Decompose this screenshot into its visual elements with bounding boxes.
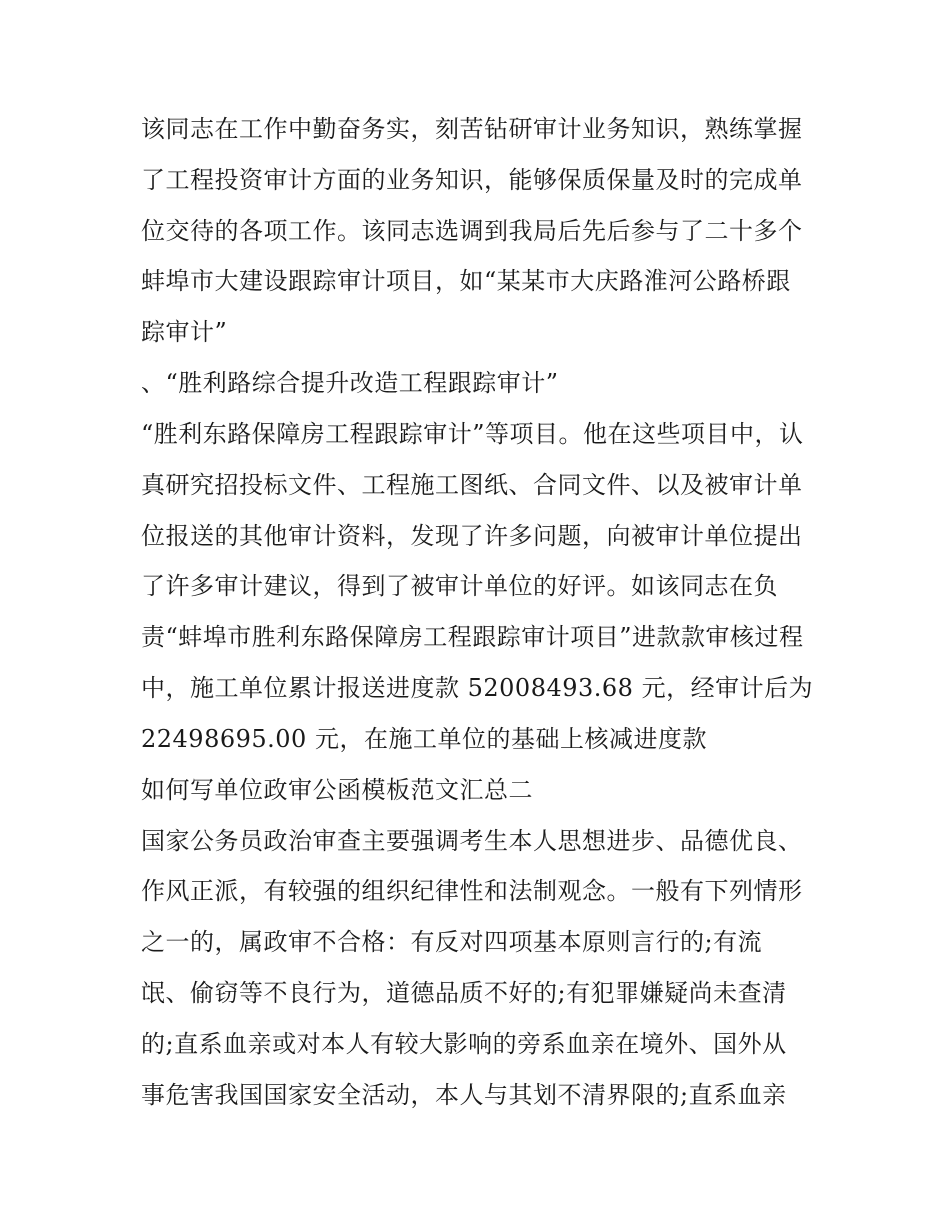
- text-line: 中，施工单位累计报送进度款 52008493.68 元，经审计后为: [141, 674, 814, 702]
- text-line: 了许多审计建议，得到了被审计单位的好评。如该同志在负: [141, 572, 778, 600]
- text-line: 了工程投资审计方面的业务知识，能够保质保量及时的完成单: [141, 166, 803, 194]
- text-line: 位报送的其他审计资料，发现了许多问题，向被审计单位提出: [141, 522, 803, 550]
- text-line: 位交待的各项工作。该同志选调到我局后先后参与了二十多个: [141, 217, 803, 245]
- text-line: 氓、偷窃等不良行为，道德品质不好的;有犯罪嫌疑尚未查清: [141, 979, 787, 1007]
- text-line: 该同志在工作中勤奋务实，刻苦钻研审计业务知识，熟练掌握: [141, 115, 803, 143]
- text-line: 的;直系血亲或对本人有较大影响的旁系血亲在境外、国外从: [141, 1030, 787, 1058]
- text-line: 22498695.00 元，在施工单位的基础上核减进度款: [141, 725, 707, 753]
- text-line: 责“蚌埠市胜利东路保障房工程跟踪审计项目”进款款审核过程: [141, 623, 804, 651]
- text-line: 、“胜利路综合提升改造工程跟踪审计”: [141, 369, 559, 397]
- text-line: 作风正派，有较强的组织纪律性和法制观念。一般有下列情形: [141, 877, 803, 905]
- text-line: 事危害我国国家安全活动，本人与其划不清界限的;直系血亲: [141, 1081, 787, 1109]
- text-line: 蚌埠市大建设跟踪审计项目，如“某某市大庆路淮河公路桥跟: [141, 267, 791, 295]
- text-line: “胜利东路保障房工程跟踪审计”等项目。他在这些项目中，认: [141, 420, 804, 448]
- section-heading: 如何写单位政审公函模板范文汇总二: [141, 776, 533, 804]
- text-line: 国家公务员政治审查主要强调考生本人思想进步、品德优良、: [141, 827, 803, 855]
- text-line: 之一的，属政审不合格：有反对四项基本原则言行的;有流: [141, 928, 763, 956]
- text-line: 真研究招投标文件、工程施工图纸、合同文件、以及被审计单: [141, 471, 803, 499]
- text-line: 踪审计”: [141, 318, 228, 346]
